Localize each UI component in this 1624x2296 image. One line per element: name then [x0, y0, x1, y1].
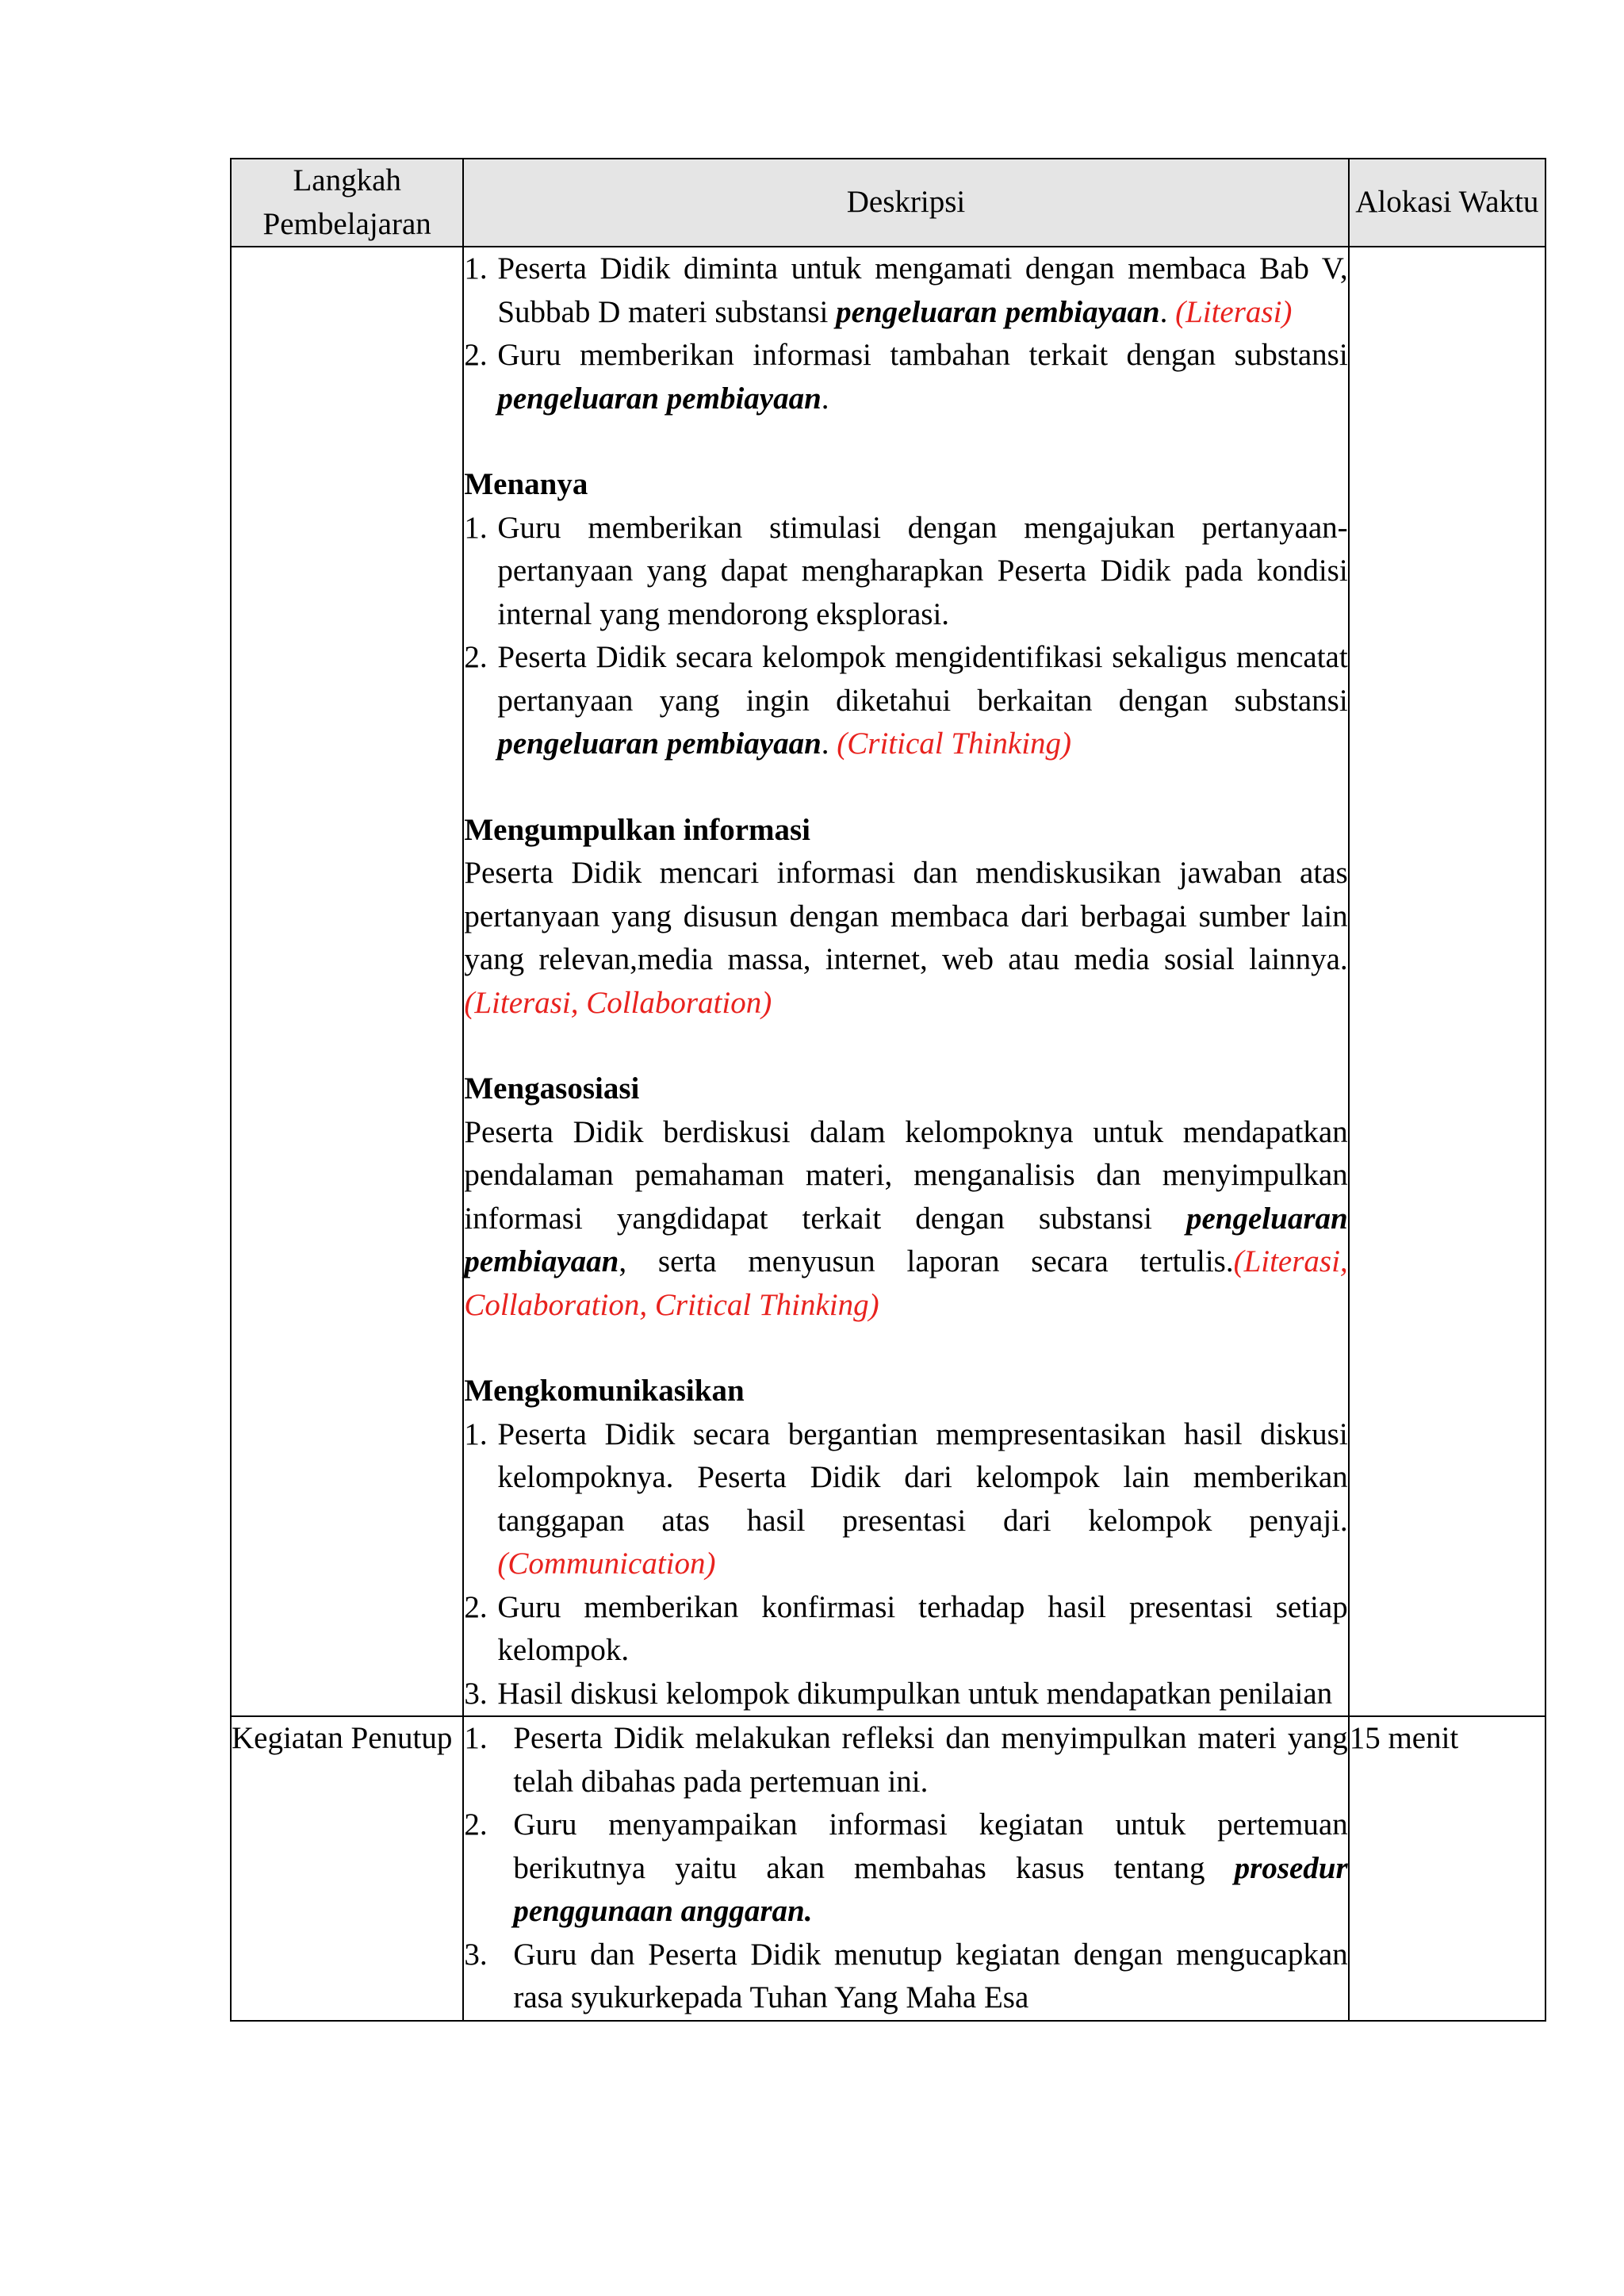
- heading-mengasosiasi: Mengasosiasi: [464, 1071, 640, 1106]
- header-row: [231, 159, 1545, 247]
- cell-alokasi-penutup: 15 menit: [1349, 1716, 1545, 2021]
- heading-menanya: Menanya: [464, 467, 588, 501]
- header-alokasi: Alokasi Waktu: [1349, 159, 1545, 247]
- lesson-plan-table: [230, 158, 1546, 2022]
- row-kegiatan-penutup: [231, 1716, 1545, 2021]
- list-item: 1. Peserta Didik melakukan refleksi dan menyimpulkan materi yang telah dibahas pada pertemuan ini.: [464, 1721, 1348, 1799]
- tag-mengumpulkan: (Literasi, Collaboration): [464, 985, 772, 1020]
- mengumpulkan-text: Peserta Didik mencari informasi dan mendiskusikan jawaban atas pertanyaan yang disusun dengan membaca dari berbagai sumber lain yang relevan,media massa, internet, web atau media sosial lainnya. (Literasi, Collaboration): [464, 856, 1348, 1020]
- heading-mengkomunikasikan: Mengkomunikasikan: [464, 1374, 745, 1408]
- list-item: 3. Guru dan Peserta Didik menutup kegiatan dengan mengucapkan rasa syukurkepada Tuhan Yang Maha Esa: [464, 1937, 1348, 2014]
- intro-list: [464, 247, 1347, 420]
- list-item: 1. Peserta Didik secara bergantian mempresentasikan hasil diskusi kelompoknya. Peserta Didik dari kelompok lain memberikan tanggapan atas hasil presentasi dari kelompok penyaji. (Communication): [464, 1416, 1348, 1581]
- cell-langkah-empty: [231, 247, 463, 1716]
- list-item: 1. Guru memberikan stimulasi dengan mengajukan pertanyaan-pertanyaan yang dapat mengharapkan Peserta Didik pada kondisi internal yang mendorong eksplorasi.: [464, 510, 1348, 631]
- row-kegiatan-inti: [231, 247, 1545, 1716]
- cell-langkah-penutup: Kegiatan Penutup: [231, 1716, 463, 2021]
- header-deskripsi: Deskripsi: [463, 159, 1348, 247]
- list-item: 1. Peserta Didik diminta untuk mengamati dengan membaca Bab V, Subbab D materi substansi pengeluaran pembiayaan. (Literasi): [464, 251, 1348, 329]
- list-item: 3. Hasil diskusi kelompok dikumpulkan untuk mendapatkan penilaian: [464, 1676, 1333, 1711]
- list-item: 2. Guru memberikan konfirmasi terhadap hasil presentasi setiap kelompok.: [464, 1589, 1348, 1667]
- heading-mengumpulkan: Mengumpulkan informasi: [464, 812, 810, 847]
- list-item: 2. Peserta Didik secara kelompok mengidentifikasi sekaligus mencatat pertanyaan yang ingin diketahui berkaitan dengan substansi pengeluaran pembiayaan. (Critical Thinking): [464, 640, 1348, 761]
- menanya-list: [464, 507, 1347, 766]
- list-item: 2. Guru memberikan informasi tambahan terkait dengan substansi pengeluaran pembiayaan.: [464, 338, 1348, 416]
- cell-deskripsi-inti: [463, 247, 1348, 1716]
- cell-deskripsi-penutup: [463, 1716, 1348, 2021]
- mengkomunikasikan-list: [464, 1413, 1347, 1716]
- mengasosiasi-text: Peserta Didik berdiskusi dalam kelompoknya untuk mendapatkan pendalaman pemahaman materi, menganalisis dan menyimpulkan informasi yangdidapat terkait dengan substansi pengeluaran pembiayaan, serta menyusun laporan secara tertulis.(Literasi, Collaboration, Critical Thinking): [464, 1114, 1348, 1322]
- cell-alokasi-empty: [1349, 247, 1545, 1716]
- header-langkah: Langkah Pembelajaran: [231, 159, 463, 247]
- tag-mengasosiasi: (Literasi, Collaboration, Critical Thinking): [464, 1244, 1348, 1322]
- list-item: 2. Guru menyampaikan informasi kegiatan untuk pertemuan berikutnya yaitu akan membahas kasus tentang prosedur penggunaan anggaran.: [464, 1807, 1348, 1928]
- penutup-list: [464, 1717, 1347, 2020]
